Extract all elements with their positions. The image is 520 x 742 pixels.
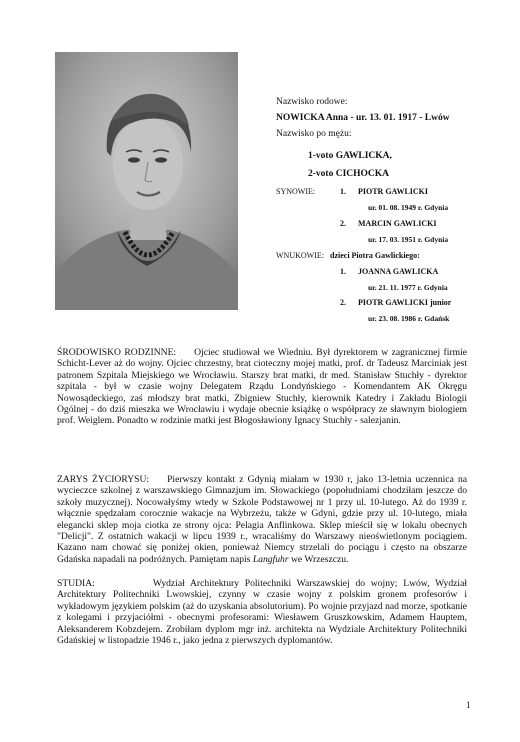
grandchild-1-birth: ur. 21. 11. 1977 r. Gdynia bbox=[368, 283, 448, 292]
married-name-1: 1-voto GAWLICKA, bbox=[308, 151, 392, 161]
grandchild-2-name: PIOTR GAWLICKI junior bbox=[358, 298, 452, 307]
section-studies bbox=[57, 578, 467, 646]
section-studies-text: Wydział Architektury Politechniki Warszawskiej do wojny; Lwów, Wydział Architektury Politechniki Lwowskiej, czynny w czasie wojny z polskim gronem profesorów i wykładowym językiem polskim (aż do uzyskania absolutorium). Po wojnie przyjazd nad morze, spotkanie z kolegami i przyjaciółmi - obecnymi profesorami: Wiesławem Gruszkowskim, Adamem Hauptem, Aleksanderem Kobzdejem. Zrobiłam dyplom mgr inż. architekta na Wydziale Architektury Politechniki Gdańskiej w listopadzie 1946 r., jako jedna z pierwszych dyplomantów. bbox=[57, 578, 467, 647]
section-biography-text: Pierwszy kontakt z Gdynią miałam w 1930 r, jako 13-letnia uczennica na wycieczce szkolnej z warszawskiego Gimnazjum im. Słowackiego (popołudniami chodziłam jeszcze do szkoły muzycznej). Nocowałyśmy wtedy w Szkole Podstawowej nr 1 przy ul. 10-lutego. Aż do 1939 r. włącznie spędzałam corocznie wakacje na Wybrzeżu, także w Gdyni, gdzie przy ul. 10-lutego, miała elegancki sklep moja ciotka ze strony ojca: Pelagia Anflinkowa. Sklep mieścił się w lokalu obecnych "Delicji". Z ostatnich wakacji w lipcu 1939 r., wracaliśmy do Warszawy nieoświetlonym pociągiem. Kazano nam chować się poniżej okien, ponieważ Niemcy strzelali do pociągu i często na obszarze Gdańska napadali na podróżnych. Pamiętam napis bbox=[57, 474, 468, 565]
son-2-birth: ur. 17. 03. 1951 r. Gdynia bbox=[368, 235, 449, 244]
grandchild-1-number: 1. bbox=[340, 267, 346, 276]
son-2-number: 2. bbox=[340, 219, 346, 228]
sons-label: SYNOWIE: bbox=[276, 187, 316, 196]
name-birth-line: NOWICKA Anna - ur. 13. 01. 1917 - Lwów bbox=[276, 113, 450, 123]
portrait-photo-illustration bbox=[55, 52, 238, 310]
son-2-name: MARCIN GAWLICKI bbox=[358, 219, 437, 228]
section-biography-text-end: we Wrzeszczu. bbox=[290, 553, 349, 565]
section-family-environment-label: ŚRODOWISKO RODZINNE: bbox=[57, 347, 177, 358]
portrait-photo bbox=[55, 52, 238, 310]
section-biography bbox=[57, 474, 467, 565]
son-1-name: PIOTR GAWLICKI bbox=[358, 187, 429, 196]
page-number: 1 bbox=[466, 700, 471, 710]
section-biography-label: ZARYS ŻYCIORYSU: bbox=[57, 474, 150, 485]
section-biography-italic: Langfuhr bbox=[252, 553, 289, 565]
section-family-environment-text: Ojciec studiował we Wiedniu. Był dyrektorem w zagranicznej firmie Schicht-Lever aż do wojny. Ojciec chrzestny, brat cioteczny mojej matki, prof. dr Tadeusz Marciniak jest patronem Szpitala Miejskiego we Wrocławiu. Starszy brat matki, dr med. Stanisław Stuchły - dyrektor szpitala - był w czasie wojny Delegatem Rządu Londyńskiego - Komendantem AK Okręgu Nowosądeckiego, zaś młodszy brat matki, Zbigniew Stuchły, kierownik Katedry i Zakładu Biologii Ogólnej - do dziś mieszka we Wrocławiu i wydaje obecnie książkę o współpracy ze sławnym biologiem prof. Weiglem. Ponadto w rodzinie matki jest Błogosławiony Ignacy Stuchły - salezjanin. bbox=[57, 347, 467, 427]
grandchild-2-birth: ur. 23. 08. 1986 r. Gdańsk bbox=[368, 314, 450, 323]
grandchild-1-name: JOANNA GAWLICKA bbox=[358, 267, 439, 276]
son-1-number: 1. bbox=[340, 187, 346, 196]
married-name-2: 2-voto CICHOCKA bbox=[308, 169, 390, 179]
grandchild-2-number: 2. bbox=[340, 298, 346, 307]
married-name-label: Nazwisko po mężu: bbox=[276, 129, 352, 139]
section-studies-label: STUDIA: bbox=[57, 578, 95, 589]
section-family-environment bbox=[57, 347, 467, 427]
grandchildren-sublabel: dzieci Piotra Gawlickiego: bbox=[330, 251, 420, 260]
maiden-name-label: Nazwisko rodowe: bbox=[276, 97, 348, 107]
grandchildren-label: WNUKOWIE: bbox=[276, 251, 324, 260]
son-1-birth: ur. 01. 08. 1949 r. Gdynia bbox=[368, 203, 449, 212]
